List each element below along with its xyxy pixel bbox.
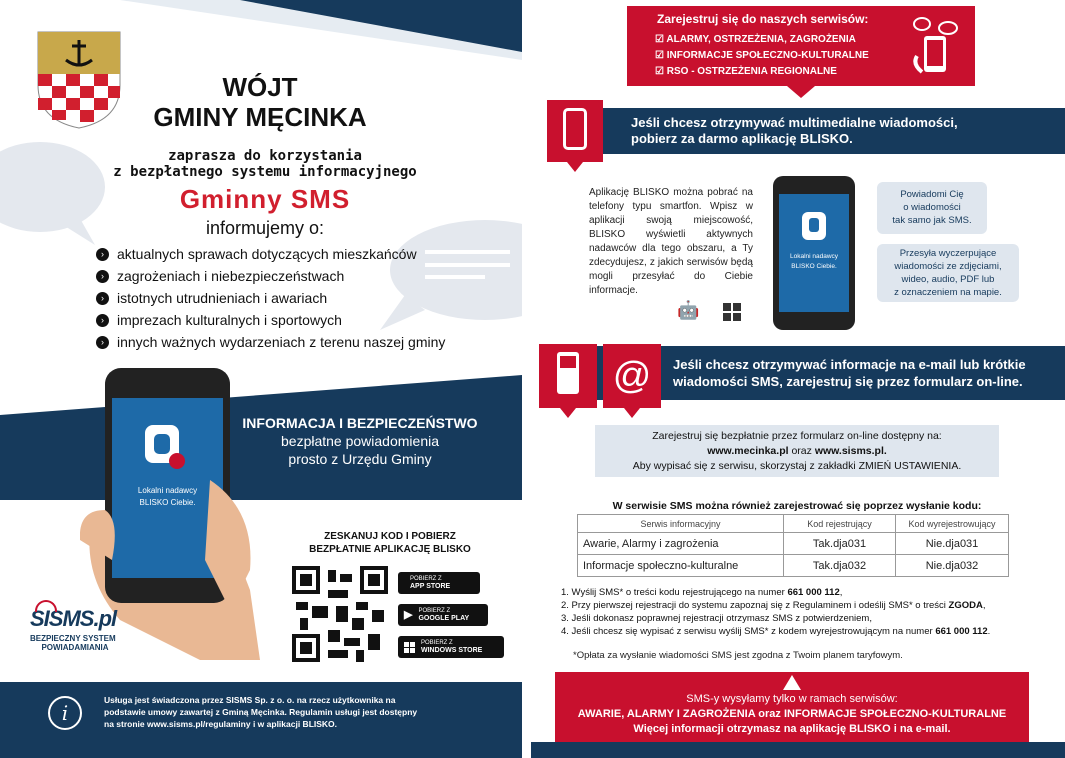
sisms-logo (30, 606, 130, 652)
signal-icon (35, 600, 57, 612)
blisko-logo-icon (145, 425, 179, 463)
list-item (96, 287, 445, 309)
footnote: *Opłata za wysłanie wiadomości SMS jest zgodna z Twoim planem taryfowym. (573, 650, 903, 661)
alert-line3: Więcej informacji otrzymasz na aplikację BLISKO i na e-mail. (633, 723, 951, 735)
step-text: 1. Wyślij SMS* o treści kodu rejestrującego na numer (561, 587, 788, 598)
hand-phone-chat-icon (912, 16, 962, 76)
register-item: ☑ RSO - OSTRZEŻENIA REGIONALNE (655, 66, 837, 77)
email-banner-line2: wiadomości SMS, zarejestruj się przez formularz on-line. (673, 374, 1023, 389)
phone-illustration (773, 176, 855, 330)
steps-list (561, 586, 1061, 638)
phone-line2: BLISKO Ciebie. (139, 498, 196, 507)
alert-box (555, 672, 1029, 742)
table-row (578, 533, 1009, 555)
left-page (0, 0, 522, 758)
smartphone-badge (547, 100, 603, 162)
alert-line2: AWARIE, ALARMY I ZAGROŻENIA oraz INFORMACJE SPOŁECZNO-KULTURALNE (577, 708, 1007, 720)
register-item: ☑ INFORMACJE SPOŁECZNO-KULTURALNE (655, 50, 869, 61)
footer-line1: Usługa jest świadczona przez SISMS Sp. z o. o. na rzecz użytkownika na (104, 695, 396, 705)
app-banner-line2: pobierz za darmo aplikację BLISKO. (631, 131, 853, 146)
footer (0, 682, 522, 758)
list-item (96, 331, 445, 353)
list-item (96, 265, 445, 287)
table-cell: Tak.dja032 (784, 555, 896, 577)
play-icon: ▶ (404, 609, 413, 621)
app-banner-line1: Jeśli chcesz otrzymywać multimedialne wiadomości, (631, 115, 958, 130)
email-banner (591, 346, 1065, 400)
table-row (578, 555, 1009, 577)
register-item-text: INFORMACJE SPOŁECZNO-KULTURALNE (666, 50, 869, 61)
register-box (627, 6, 975, 86)
table-cell: Nie.dja032 (896, 555, 1009, 577)
form-url1-link[interactable]: www.mecinka.pl (707, 445, 789, 457)
bubble-line: Powiadomi Cię (900, 189, 964, 200)
phone-line2: BLISKO Ciebie. (791, 263, 837, 270)
google-play-button[interactable] (398, 604, 488, 626)
form-line1: Zarejestruj się bezpłatnie przez formularz on-line dostępny na: (652, 430, 942, 442)
step-text: , (982, 600, 986, 611)
scan-line1: ZESKANUJ KOD I POBIERZ (324, 531, 456, 542)
list-item-text: imprezach kulturalnych i sportowych (117, 312, 342, 328)
table-cell: Awarie, Alarmy i zagrożenia (578, 533, 784, 555)
store-big-label: WINDOWS STORE (421, 647, 483, 654)
bubble-line: o wiadomości (903, 202, 961, 213)
table-cell: Informacje społeczno-kulturalne (578, 555, 784, 577)
step-number: 661 000 112 (935, 626, 988, 637)
store-big-label: GOOGLE PLAY (418, 615, 470, 622)
phone-line1: Lokalni nadawcy (137, 486, 198, 495)
form-url2-link[interactable]: www.sisms.pl. (814, 445, 887, 457)
list-item (96, 243, 445, 265)
footer-line2: podstawie umowy zawartej z Gminą Męcinka. Regulamin usługi jest dostępny (104, 707, 418, 717)
list-item-text: zagrożeniach i niebezpieczeństwach (117, 268, 345, 284)
table-header: Kod wyrejestrowujący (896, 515, 1009, 533)
app-description: Aplikację BLISKO można pobrać na telefony typu smartfon. Wpisz w aplikacji swoją miejscowość, BLISKO wyświetli aktywnych nadawców dla tego obszaru, a Ty zdecydujesz, z jakich serwisów będą mogli przesyłać do Ciebie informacje. (589, 187, 753, 296)
store-small-label: POBIERZ Z (410, 576, 442, 582)
windows-icon (723, 303, 741, 321)
scan-line2: BEZPŁATNIE APLIKACJĘ BLISKO (309, 544, 471, 555)
store-small-label: POBIERZ Z (421, 640, 453, 646)
app-banner (553, 108, 1065, 154)
step-text: . (987, 626, 991, 637)
bubble-line: tak samo jak SMS. (892, 215, 972, 226)
store-small-label: POBIERZ Z (418, 608, 451, 614)
blisko-logo-icon (802, 212, 826, 240)
logo-text: SISMS.pl (30, 606, 117, 631)
form-line3: Aby wypisać się z serwisu, skorzystaj z zakładki ZMIEŃ USTAWIENIA. (632, 460, 962, 472)
at-email-icon: @ (603, 344, 661, 408)
sms-title: W serwisie SMS można również zarejestrować się poprzez wysłanie kodu: (612, 500, 982, 512)
info-icon: i (48, 696, 82, 730)
bubble-line: z oznaczeniem na mapie. (894, 287, 1002, 298)
table-header: Kod rejestrujący (784, 515, 896, 533)
platform-icons (677, 300, 741, 321)
android-icon: 🤖 (677, 300, 700, 320)
register-title: Zarejestruj się do naszych serwisów: (657, 12, 869, 26)
title-line1: WÓJT (222, 72, 298, 102)
windows-store-button[interactable] (398, 636, 504, 658)
arrow-right-icon: › (96, 248, 109, 261)
bottom-bar (531, 742, 1065, 758)
step-item (561, 625, 1061, 638)
step-text: , (839, 587, 843, 598)
banner-line1: bezpłatne powiadomienia (281, 433, 439, 449)
register-box-pointer (787, 86, 815, 98)
arrow-right-icon: › (96, 270, 109, 283)
form-info-box (595, 425, 999, 477)
coat-of-arms-icon (36, 30, 122, 130)
list-item-text: aktualnych sprawach dotyczących mieszkańców (117, 246, 417, 262)
table-header-row (578, 515, 1009, 533)
list-item (96, 309, 445, 331)
list-item-text: innych ważnych wydarzeniach z terenu naszej gminy (117, 334, 446, 350)
table-cell: Nie.dja031 (896, 533, 1009, 555)
phone-line1: Lokalni nadawcy (789, 253, 839, 260)
invite-line1: zaprasza do korzystania (168, 148, 362, 164)
store-big-label: APP STORE (410, 583, 451, 590)
bubble-line: wideo, audio, PDF lub (901, 274, 995, 285)
arrow-right-icon: › (96, 314, 109, 327)
logo-sub2: POWIADAMIANIA (41, 643, 109, 652)
bullet-list (96, 243, 445, 353)
bubble-line: Przesyła wyczerpujące (899, 248, 997, 259)
inform-label: informujemy o: (205, 218, 325, 238)
title-line2: GMINY MĘCINKA (153, 102, 367, 132)
bubble-notify (877, 182, 987, 234)
step-keyword: ZGODA (948, 600, 983, 611)
email-banner-line1: Jeśli chcesz otrzymywać informacje na e-mail lub krótkie (673, 357, 1026, 372)
qr-code-icon[interactable] (292, 566, 388, 662)
right-page (531, 0, 1065, 758)
banner-title: INFORMACJA I BEZPIECZEŃSTWO (242, 415, 478, 431)
product-name: Gminny SMS (179, 184, 351, 214)
windows-icon (404, 642, 415, 653)
step-text: 2. Przy pierwszej rejestracji do systemu zapoznaj się z Regulaminem i odeślij SMS* o treści (561, 600, 949, 611)
step-item (561, 586, 1061, 599)
register-item: ☑ ALARMY, OSTRZEŻENIA, ZAGROŻENIA (655, 34, 856, 45)
bubble-media (877, 244, 1019, 302)
arrow-right-icon: › (96, 292, 109, 305)
register-item-text: ALARMY, OSTRZEŻENIA, ZAGROŻENIA (666, 34, 856, 45)
bubble-line: wiadomości ze zdjęciami, (894, 261, 1002, 272)
warning-icon (783, 675, 801, 690)
alert-line1: SMS-y wysyłamy tylko w ramach serwisów: (686, 693, 898, 705)
banner-line2: prosto z Urzędu Gminy (288, 451, 432, 467)
step-text: 4. Jeśli chcesz się wypisać z serwisu wyślij SMS* z kodem wyrejestrowującym na numer (561, 626, 936, 637)
sms-code-table (577, 514, 1009, 577)
list-item-text: istotnych utrudnieniach i awariach (117, 290, 328, 306)
step-number: 661 000 112 (787, 587, 840, 598)
step-item: 3. Jeśli dokonasz poprawnej rejestracji otrzymasz SMS z potwierdzeniem, (561, 613, 872, 624)
app-store-button[interactable] (398, 572, 480, 594)
form-oraz: oraz (791, 445, 812, 457)
step-item (561, 599, 1061, 612)
table-cell: Tak.dja031 (784, 533, 896, 555)
footer-line3: na stronie www.sisms.pl/regulaminy i w aplikacji BLISKO. (104, 719, 338, 729)
mobile-badge (539, 344, 597, 408)
table-header: Serwis informacyjny (578, 515, 784, 533)
logo-sub1: BEZPIECZNY SYSTEM (30, 634, 116, 643)
invite-line2: z bezpłatnego systemu informacyjnego (113, 164, 417, 180)
register-item-text: RSO - OSTRZEŻENIA REGIONALNE (666, 66, 837, 77)
arrow-right-icon: › (96, 336, 109, 349)
